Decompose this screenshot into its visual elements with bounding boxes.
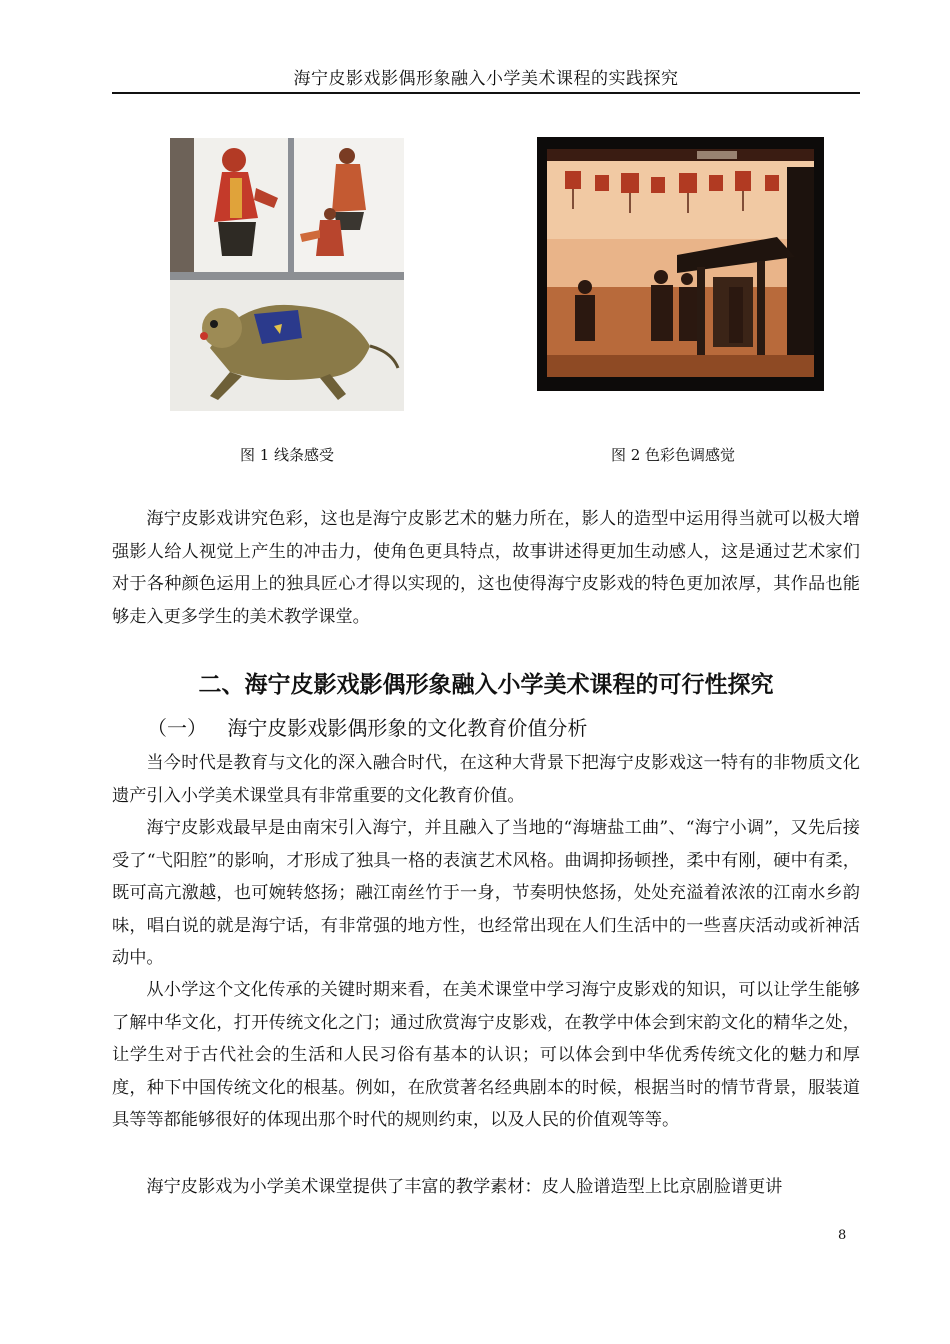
subsection-title: 海宁皮影戏影偶形象的文化教育价值分析 xyxy=(227,716,588,740)
paragraph-education: 从小学这个文化传承的关键时期来看，在美术课堂中学习海宁皮影戏的知识，可以让学生能够了解中华文化，打开传统文化之门；通过欣赏海宁皮影戏，在教学中体会到宋韵文化的精华之处，让学生对于古代社会的生活和人民习俗有基本的认识；可以体会到中华优秀传统文化的魅力和厚度，种下中国传统文化的根基。例如，在欣赏著名经典剧本的时候，根据当时的情节背景，服装道具等等都能够很好的体现出那个时代的规则约束，以及人民的价值观等等。 xyxy=(112,980,860,1130)
paragraph-history: 海宁皮影戏最早是由南宋引入海宁，并且融入了当地的“海塘盐工曲”、“海宁小调”，又先后接受了“弋阳腔”的影响，才形成了独具一格的表演艺术风格。曲调抑扬顿挫，柔中有刚，硬中有柔，既可高亢激越，也可婉转悠扬；融江南丝竹于一身，节奏明快悠扬，处处充溢着浓浓的江南水乡韵味，唱白说的就是海宁话，有非常强的地方性，也经常出现在人们生活中的一些喜庆活动或祈神活动中。 xyxy=(112,818,860,968)
paragraph-intro: 当今时代是教育与文化的深入融合时代，在这种大背景下把海宁皮影戏这一特有的非物质文化遗产引入小学美术课堂具有非常重要的文化教育价值。 xyxy=(112,753,860,806)
paragraph-materials: 海宁皮影戏为小学美术课堂提供了丰富的教学素材：皮人脸谱造型上比京剧脸谱更讲 xyxy=(146,1177,783,1197)
page-number: 8 xyxy=(838,1228,847,1243)
subsection-number: （一） xyxy=(147,716,207,740)
paragraph-color: 海宁皮影戏讲究色彩，这也是海宁皮影艺术的魅力所在，影人的造型中运用得当就可以极大增强影人给人视觉上产生的冲击力，使角色更具特点，故事讲述得更加生动感人，这是通过艺术家们对于各种颜色运用上的独具匠心才得以实现的，这也使得海宁皮影戏的特色更加浓厚，其作品也能够走入更多学生的美术教学课堂。 xyxy=(112,509,860,627)
shadow-puppet-stage-icon xyxy=(537,137,824,391)
figure-1-image xyxy=(170,138,404,411)
figure-1-caption: 图 1 线条感受 xyxy=(239,446,335,464)
subsection-heading xyxy=(147,712,587,741)
running-header: 海宁皮影戏影偶形象融入小学美术课程的实践探究 xyxy=(293,69,679,89)
figure-2-image xyxy=(537,137,824,391)
shadow-puppet-figures-icon xyxy=(170,138,404,411)
figure-2-caption: 图 2 色彩色调感觉 xyxy=(610,446,736,464)
section-heading: 二、海宁皮影戏影偶形象融入小学美术课程的可行性探究 xyxy=(198,672,774,698)
header-rule xyxy=(112,92,860,94)
